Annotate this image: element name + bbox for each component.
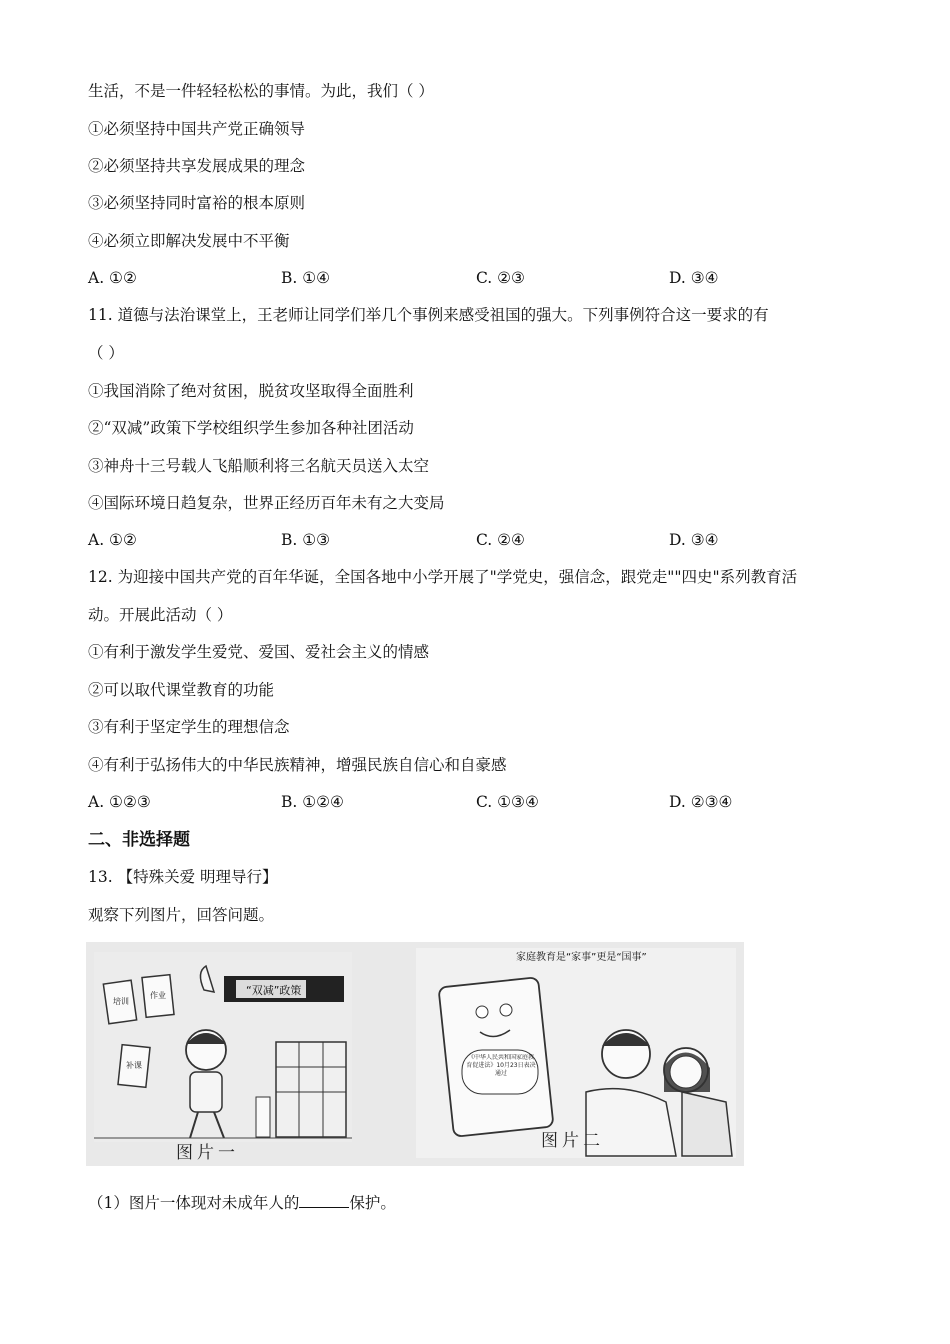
- book-label: 作业: [150, 991, 166, 1000]
- figure-2-heading: 家庭教育是“家事”更是“国事”: [516, 952, 647, 963]
- subquestion-text-end: 保护。: [349, 1194, 396, 1212]
- q11-statement-1: ①我国消除了绝对贫困，脱贫攻坚取得全面胜利: [88, 382, 414, 400]
- option-c: C. ②③: [476, 269, 525, 287]
- cartoon-figure: [86, 942, 744, 1166]
- q12-stem: 12. 为迎接中国共产党的百年华诞，全国各地中小学开展了"学党史，强信念，跟党走""四史"系列教育活: [88, 568, 798, 586]
- figure-2-caption: 图片二: [541, 1131, 604, 1151]
- q12-option-b: B. ①②④: [281, 793, 344, 811]
- cartoon-panel-1: [94, 952, 352, 1163]
- section-heading: 二、非选择题: [88, 830, 190, 850]
- option-a: A. ①②: [88, 269, 137, 287]
- figure-1-caption: 图片一: [176, 1143, 239, 1163]
- q11-option-d: D. ③④: [669, 531, 719, 549]
- statement-2: ②必须坚持共享发展成果的理念: [88, 157, 306, 175]
- book-label: 补课: [126, 1061, 142, 1070]
- subquestion-text: （1）图片一体现对未成年人的: [88, 1194, 300, 1212]
- q12-option-a: A. ①②③: [88, 793, 151, 811]
- book-label: 培训: [113, 997, 129, 1006]
- q12-stem-cont: 动。开展此活动（ ）: [88, 606, 233, 624]
- q11-statement-4: ④国际环境日趋复杂，世界正经历百年未有之大变局: [88, 494, 445, 512]
- q12-statement-3: ③有利于坚定学生的理想信念: [88, 718, 290, 736]
- option-b: B. ①④: [281, 269, 331, 287]
- answer-blank: [299, 1193, 349, 1208]
- statement-3: ③必须坚持同时富裕的根本原则: [88, 194, 306, 212]
- policy-label: “双减”政策: [246, 984, 302, 997]
- q11-option-b: B. ①③: [281, 531, 331, 549]
- q13-subquestion-1: [88, 1193, 396, 1213]
- q11-bracket: （ ）: [88, 344, 124, 362]
- q12-option-d: D. ②③④: [669, 793, 733, 811]
- statement-4: ④必须立即解决发展中不平衡: [88, 232, 290, 250]
- statement-1: ①必须坚持中国共产党正确领导: [88, 120, 306, 138]
- q12-option-c: C. ①③④: [476, 793, 539, 811]
- q11-stem: 11. 道德与法治课堂上，王老师让同学们举几个事例来感受祖国的强大。下列事例符合这一要求的有: [88, 306, 769, 324]
- q12-statement-4: ④有利于弘扬伟大的中华民族精神，增强民族自信心和自豪感: [88, 756, 507, 774]
- question-text: 生活，不是一件轻轻松松的事情。为此，我们（ ）: [88, 82, 434, 100]
- cartoon-panel-2: [416, 948, 736, 1158]
- law-book-icon: [438, 977, 553, 1137]
- q13-instruction: 观察下列图片，回答问题。: [88, 906, 275, 924]
- q11-statement-2: ②“双减”政策下学校组织学生参加各种社团活动: [88, 419, 414, 437]
- q11-option-c: C. ②④: [476, 531, 525, 549]
- q11-statement-3: ③神舟十三号载人飞船顺利将三名航天员送入太空: [88, 457, 430, 475]
- option-d: D. ③④: [669, 269, 719, 287]
- q11-option-a: A. ①②: [88, 531, 137, 549]
- q12-statement-2: ②可以取代课堂教育的功能: [88, 681, 275, 699]
- q12-statement-1: ①有利于激发学生爱党、爱国、爱社会主义的情感: [88, 643, 430, 661]
- law-title: 《中华人民共和国家庭教育促进法》10月23日表决通过: [466, 1054, 536, 1077]
- q13-stem: 13. 【特殊关爱 明理导行】: [88, 868, 278, 886]
